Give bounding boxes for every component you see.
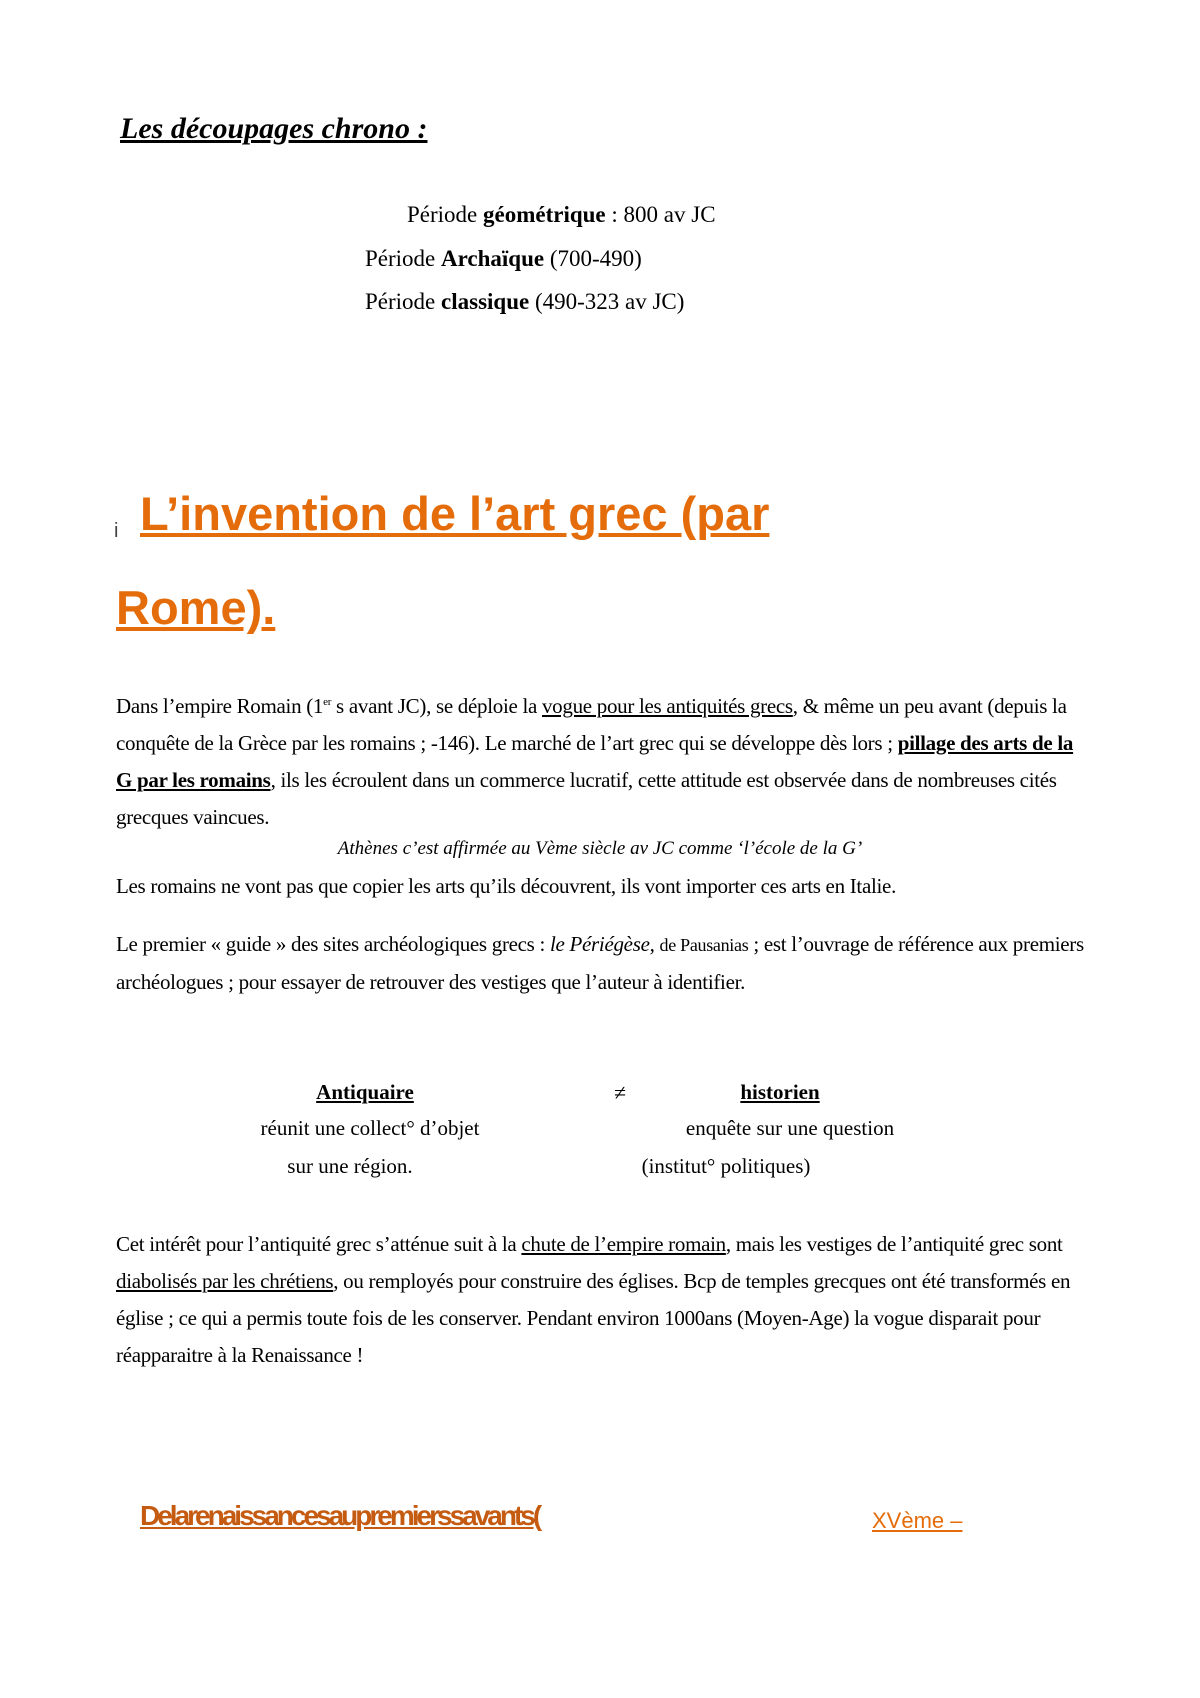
historien-line1: enquête sur une question xyxy=(685,1116,895,1140)
section-title: Les découpages chrono : xyxy=(120,112,428,145)
antiquaire-heading: Antiquaire xyxy=(316,1080,414,1104)
historien-line2: (institut° politiques) xyxy=(641,1154,811,1178)
main-heading-line1: L’invention de l’art grec (par xyxy=(140,487,770,540)
romans-line: Les romains ne vont pas que copier les arts qu’ils découvrent, ils vont importer ces arts en Italie. xyxy=(116,874,897,898)
bottom-century-label: XVème – xyxy=(872,1508,963,1533)
paragraph-decline: Cet intérêt pour l’antiquité grec s’atténue suit à la chute de l’empire romain, mais les vestiges de l’antiquité grec sont diabolisés par les chrétiens, ou remployés pour construire des églises. Bcp de temples grecques ont été transformés en église ; ce qui a permis toute fois de les conserver. Pendant environ 1000ans (Moyen-Age) la vogue disparait pour réapparaitre à la Renaissance ! xyxy=(116,1232,1071,1367)
period-classical: Période classique (490-323 av JC) xyxy=(365,289,685,314)
not-equal-sign: ≠ xyxy=(614,1080,627,1105)
antiquaire-line1: réunit une collect° d’objet xyxy=(260,1116,480,1140)
main-heading-line2: Rome). xyxy=(116,581,276,634)
bullet-mark: i xyxy=(114,520,119,542)
bottom-heading: Delarenaissancesaupremierssavants( xyxy=(140,1500,540,1531)
paragraph-pausanias: Le premier « guide » des sites archéologiques grecs : le Périégèse, de Pausanias ; est l’ouvrage de référence aux premiers archéologues ; pour essayer de retrouver des vestiges que l’auteur à identifier. xyxy=(116,932,1084,994)
paragraph-roman-empire: Dans l’empire Romain (1er s avant JC), se déploie la vogue pour les antiquités grecs, & même un peu avant (depuis la conquête de la Grèce par les romains ; -146). Le marché de l’art grec qui se développe dès lors ; pillage des arts de la G par les romains, ils les écroulent dans un commerce lucratif, cette attitude est observée dans de nombreuses cités grecques vaincues. xyxy=(116,694,1074,829)
period-archaic: Période Archaïque (700-490) xyxy=(365,246,642,271)
antiquaire-line2: sur une région. xyxy=(287,1154,413,1178)
athens-quote: Athènes c’est affirmée au Vème siècle av JC comme ‘l’école de la G’ xyxy=(337,838,863,859)
historien-heading: historien xyxy=(740,1080,820,1104)
period-geometric: Période géométrique : 800 av JC xyxy=(407,202,716,227)
